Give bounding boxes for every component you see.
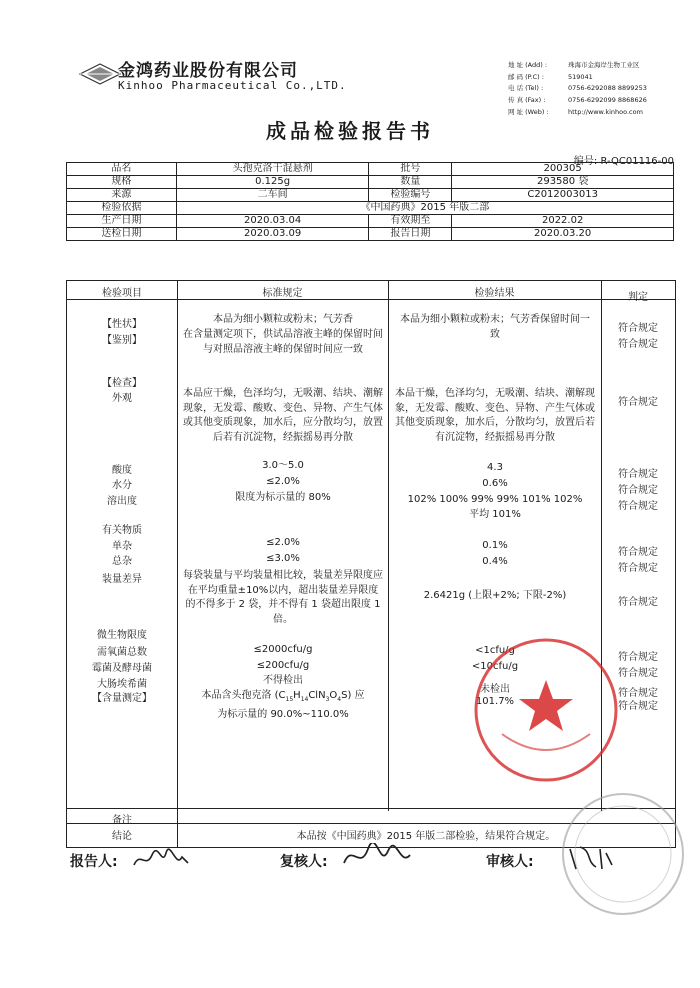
standard-text-assay: 本品含头孢克洛 $(C_{15}H_{14}ClN_3O_4S)$ 应 为标示量的 90.0%~110.0% [201,690,365,720]
info-value: 头孢克洛干混悬剂 [176,163,369,176]
info-row [67,176,674,189]
result-text: 0.1% [482,540,508,551]
info-label: 送检日期 [67,228,177,241]
item-label: 有关物质 [102,525,142,536]
info-row [67,215,674,228]
signature-row [70,851,690,881]
contact-block [508,60,647,119]
info-value: 0.125g [176,176,369,189]
info-label: 规格 [67,176,177,189]
report-title: 成品检验报告书 [266,119,434,143]
divider [388,281,389,811]
judge-text: 符合规定 [618,668,658,679]
contact-value: 珠海市金海岸生物工业区 [568,61,640,69]
info-value: 二车间 [176,189,369,202]
judge-text: 符合规定 [618,547,658,558]
standard-text: ≤2000cfu/g [253,644,313,655]
result-text: 101.7% [475,696,515,707]
info-table [66,162,674,241]
item-label: 【性状】 [102,319,142,330]
judge-text: 符合规定 [618,501,658,512]
contact-value: http://www.kinhoo.com [568,107,643,116]
conclusion-text: 本品按《中国药典》2015 年版二部检验，结果符合规定。 [296,831,556,842]
info-value: 2022.02 [452,215,674,228]
info-row [67,228,674,241]
remark-label: 备注 [112,815,132,826]
info-value: 2020.03.09 [176,228,369,241]
item-label: 酸度 [112,465,132,476]
contact-value: 0756-6292088 8899253 [568,84,647,93]
info-label: 数量 [369,176,452,189]
standard-text: 限度为标示量的 80% [235,492,331,503]
contact-label: 电 话 (Tel) : [508,84,544,93]
result-text: 未检出 [480,684,510,695]
header-item: 检验项目 [102,288,142,299]
standard-text: 本品应干燥，色泽均匀，无吸潮、结块、潮解现象，无发霉、酸败、变色、异物、产生气体或其他变质现象，加水后，应分散均匀，放置后若有沉淀物，经振摇易再分散 [183,388,383,443]
item-label: 微生物限度 [97,630,147,641]
standard-text: 不得检出 [263,675,303,686]
item-label: 外观 [112,393,132,404]
contact-label: 网 址 (Web) : [508,107,549,116]
info-label: 批号 [369,163,452,176]
judge-text: 符合规定 [618,688,658,699]
contact-label: 地 址 (Add) : [508,61,548,69]
judge-text: 符合规定 [618,701,658,712]
standard-text: 本品为细小颗粒或粉末；气芳香 [213,314,353,325]
result-text: 本品为细小颗粒或粉末；气芳香保留时间一致 [400,314,590,340]
info-label: 生产日期 [67,215,177,228]
judge-text: 符合规定 [618,485,658,496]
info-value: 200305 [452,163,674,176]
judge-text: 符合规定 [618,469,658,480]
judge-text: 符合规定 [618,652,658,663]
item-label: 溶出度 [107,496,137,507]
divider [67,299,675,300]
result-text: 0.6% [482,478,508,489]
result-text: 102% 100% 99% 99% 101% 102% [407,494,583,505]
item-label: 单杂 [112,541,132,552]
reporter-label: 报告人: [70,854,118,870]
result-text: 4.3 [487,462,503,473]
item-label: 【鉴别】 [102,335,142,346]
standard-text: ≤2.0% [266,537,300,548]
header-result: 检验结果 [474,288,515,299]
reporter-signature [132,847,192,873]
report-number: 编号: R-QC01116-00 [573,156,674,167]
info-row [67,202,674,215]
info-row [67,163,674,176]
contact-label: 邮 码 (P.C) : [508,72,544,81]
item-label: 装量差异 [102,574,142,585]
item-label: 【检查】 [102,378,142,389]
result-text: 本品干燥，色泽均匀，无吸潮、结块、潮解现象，无发霉、酸败、变色、异物、产生气体或其他变质现象，加水后，分散均匀，放置后若有沉淀物，经振摇易再分散 [395,388,595,443]
reviewer-label: 复核人: [280,854,328,870]
company-name-cn: 金鸿药业股份有限公司 [118,61,298,81]
info-value: 293580 袋 [452,176,674,189]
info-value: 《中国药典》2015 年版二部 [176,202,673,215]
result-text: 平均 101% [469,509,521,520]
standard-text: 每袋装量与平均装量相比较，装量差异限度应在平均重量±10%以内，超出装量差异限度的不得多于 2 袋，并不得有 1 袋超出限度 1 倍。 [183,570,383,625]
result-text: 2.6421g (上限+2%; 下限-2%) [423,590,567,601]
results-table [66,280,676,848]
contact-value: 0756-6292099 8868626 [568,96,647,105]
standard-text: 3.0～5.0 [262,460,304,471]
info-row [67,189,674,202]
judge-text: 符合规定 [618,563,658,574]
conclusion-label: 结论 [112,831,132,842]
standard-text: ≤3.0% [266,553,300,564]
item-label: 水分 [112,480,132,491]
info-label: 来源 [67,189,177,202]
judge-text: 符合规定 [618,597,658,608]
item-label: 【含量测定】 [92,693,152,704]
approver-label: 审核人: [486,854,534,870]
company-logo-icon [78,60,122,88]
reviewer-signature [342,843,414,873]
judge-text: 符合规定 [618,323,658,334]
contact-label: 传 真 (Fax) : [508,96,546,105]
standard-text: ≤200cfu/g [256,660,310,671]
item-label: 霉菌及酵母菌 [92,663,152,674]
divider [177,281,178,811]
info-label: 检验依据 [67,202,177,215]
contact-value: 519041 [568,72,593,81]
info-value: 2020.03.20 [452,228,674,241]
info-value: 2020.03.04 [176,215,369,228]
result-text: <10cfu/g [471,661,519,672]
header-judge: 判定 [628,292,648,303]
company-stamp [472,636,620,784]
standard-text: ≤2.0% [266,476,300,487]
info-label: 报告日期 [369,228,452,241]
judge-text: 符合规定 [618,339,658,350]
result-text: <1cfu/g [475,645,515,656]
item-label: 总杂 [112,556,132,567]
company-name-en: Kinhoo Pharmaceutical Co.,LTD. [118,79,347,92]
info-label: 有效期至 [369,215,452,228]
info-value: C2012003013 [452,189,674,202]
judge-text: 符合规定 [618,397,658,408]
header-standard: 标准规定 [262,288,303,299]
item-label: 大肠埃希菌 [97,679,147,690]
item-label: 需氧菌总数 [97,647,147,658]
company-stamp-faded [558,789,688,919]
info-label: 检验编号 [369,189,452,202]
standard-text: 在含量测定项下，供试品溶液主峰的保留时间与对照品溶液主峰的保留时间应一致 [183,329,383,355]
info-label: 品名 [67,163,177,176]
result-text: 0.4% [482,556,508,567]
